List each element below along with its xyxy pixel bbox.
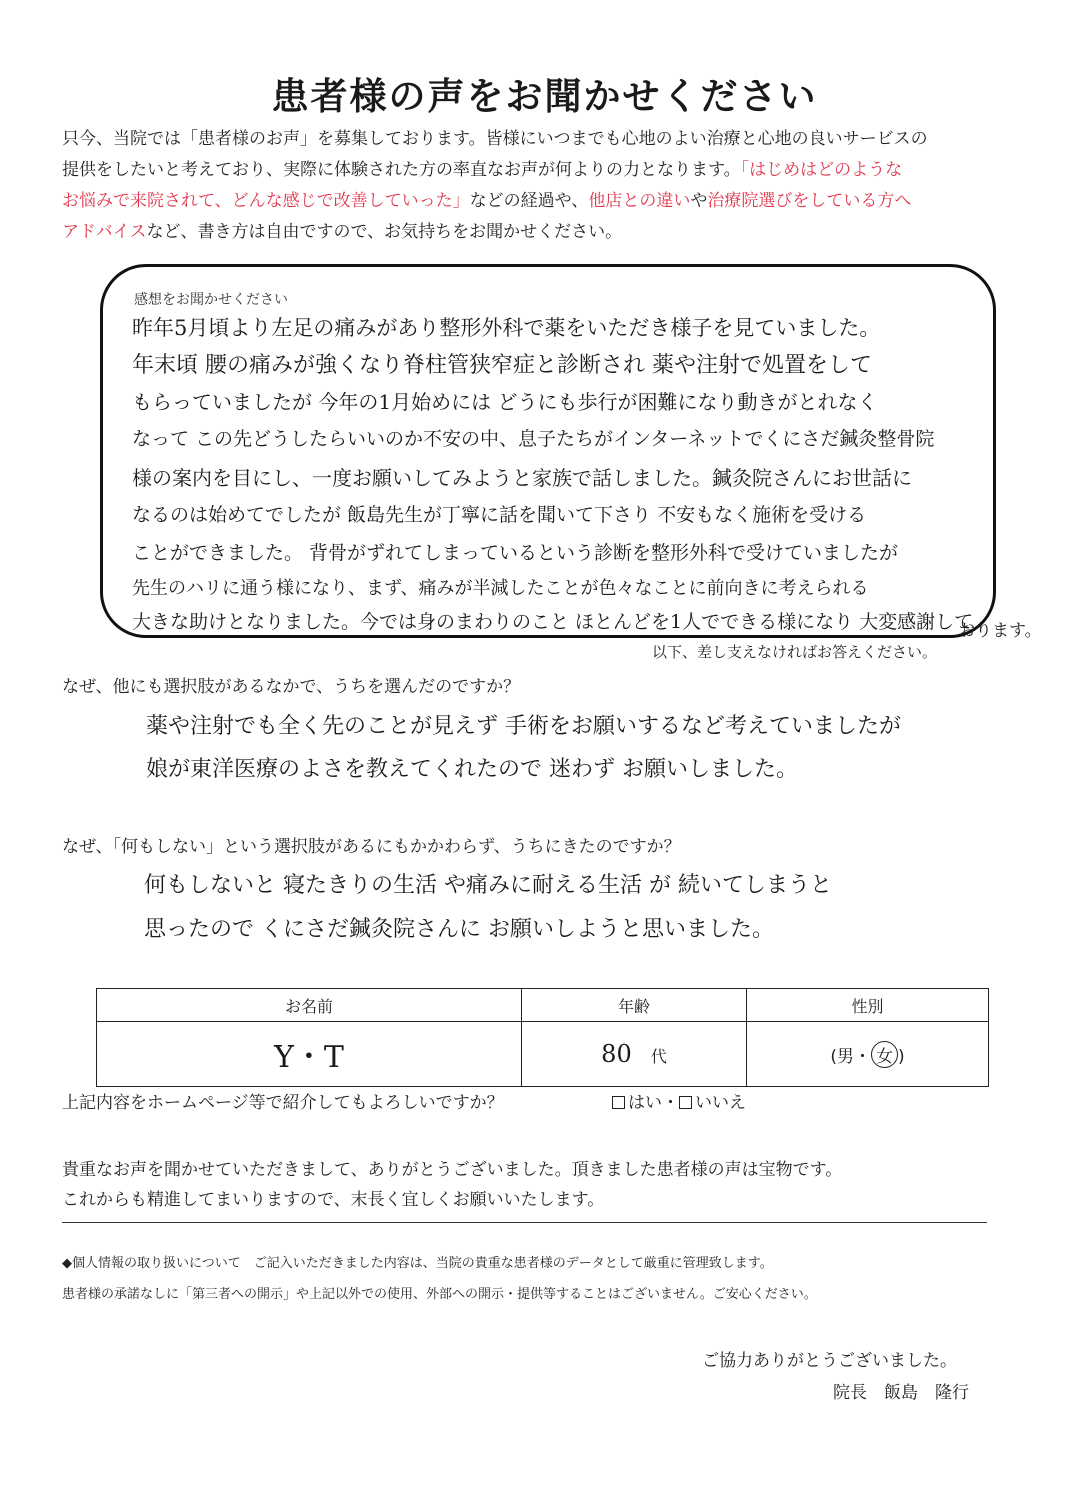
name-cell — [97, 1022, 522, 1087]
intro-line-4: アドバイスなど、書き方は自由ですので、お気持ちをお聞かせください。 — [62, 222, 623, 242]
thanks-line-2: これからも精進してまいりますので、末長く宜しくお願いいたします。 — [62, 1190, 605, 1210]
impression-line: ことができました。 背骨がずれてしまっているという診断を整形外科で受けていましたが — [132, 542, 899, 564]
thanks-line-1: 貴重なお声を聞かせていただきまして、ありがとうございました。頂きました患者様の声は宝物です。 — [62, 1160, 843, 1180]
impression-line: なるのは始めてでしたが 飯島先生が丁寧に話を聞いて下さり 不安もなく施術を受ける — [132, 504, 867, 526]
optional-note: 以下、差し支えなければお答えください。 — [652, 643, 938, 661]
gender-selected: 女 — [871, 1041, 898, 1068]
impression-line: 先生のハリに通う様になり、まず、痛みが半減したことが色々なことに前向きに考えられる — [132, 578, 869, 599]
signature: 院長 飯島 隆行 — [833, 1383, 969, 1403]
respondent-info-table — [96, 988, 989, 1087]
impression-line: 様の案内を目にし、一度お願いしてみようと家族で話しました。鍼灸院さんにお世話に — [132, 466, 912, 490]
age-header: 年齢 — [522, 989, 747, 1022]
age-cell — [522, 1022, 747, 1087]
impression-line: 大きな助けとなりました。今では身のまわりのこと ほとんどを1人でできる様になり 大変感謝して — [132, 611, 974, 633]
consent-options — [612, 1088, 746, 1113]
impression-line: 昨年5月頃より左足の痛みがあり整形外科で薬をいただき様子を見ていました。 — [132, 316, 881, 340]
privacy-line-2: 患者様の承諾なしに「第三者への開示」や上記以外での使用、外部への開示・提供等することはございません。ご安心ください。 — [62, 1287, 817, 1302]
gender-close: ) — [898, 1046, 905, 1067]
gender-open: (男・ — [830, 1046, 871, 1067]
consent-yes-checkbox[interactable] — [612, 1096, 625, 1109]
consent-no-label: いいえ — [695, 1093, 746, 1113]
page-title: 患者様の声をお聞かせください — [271, 75, 818, 118]
age-suffix: 代 — [650, 1047, 667, 1066]
answer-2-line: 思ったので くにさだ鍼灸院さんに お願いしようと思いました。 — [144, 917, 774, 942]
gender-header: 性別 — [747, 989, 989, 1022]
consent-no-checkbox[interactable] — [679, 1096, 692, 1109]
divider — [62, 1222, 987, 1223]
gender-cell — [747, 1022, 989, 1087]
name-header: お名前 — [97, 989, 522, 1022]
age-value: 80 — [601, 1040, 632, 1068]
impression-line: 年末頃 腰の痛みが強くなり脊柱管狭窄症と診断され 薬や注射で処置をして — [132, 353, 872, 378]
impression-line: もらっていましたが 今年の1月始めには どうにも歩行が困難になり動きがとれなく — [132, 390, 878, 414]
closing-thanks: ご協力ありがとうございました。 — [702, 1351, 957, 1371]
impression-label: 感想をお聞かせください — [134, 292, 288, 308]
intro-text — [62, 124, 1042, 248]
consent-yes-label: はい — [628, 1093, 662, 1113]
answer-1-line: 娘が東洋医療のよさを教えてくれたので 迷わず お願いしました。 — [146, 757, 798, 782]
intro-line-3: お悩みで来院されて、どんな感じで改善していった」などの経過や、他店との違いや治療院選びをしている方へ — [62, 191, 912, 211]
name-value: Y・T — [274, 1040, 344, 1075]
impression-overflow: おります。 — [958, 621, 1042, 641]
intro-line-1: 只今、当院では「患者様のお声」を募集しております。皆様にいつまでも心地のよい治療と心地の良いサービスの — [62, 129, 928, 149]
question-1: なぜ、他にも選択肢があるなかで、うちを選んだのですか？ — [62, 677, 521, 697]
answer-2-line: 何もしないと 寝たきりの生活 や痛みに耐える生活 が 続いてしまうと — [144, 873, 832, 898]
intro-line-2: 提供をしたいと考えており、実際に体験された方の率直なお声が何よりの力となります。「はじめはどのような — [62, 160, 903, 180]
consent-question: 上記内容をホームページ等で紹介してもよろしいですか？ — [62, 1093, 504, 1113]
privacy-line-1: ◆個人情報の取り扱いについて ご記入いただきました内容は、当院の貴重な患者様のデータとして厳重に管理致します。 — [62, 1256, 773, 1271]
impression-line: なって この先どうしたらいいのか不安の中、息子たちがインターネットでくにさだ鍼灸整骨院 — [132, 428, 935, 450]
consent-separator: ・ — [662, 1093, 679, 1113]
question-2: なぜ、「何もしない」という選択肢があるにもかかわらず、うちにきたのですか？ — [62, 837, 681, 857]
answer-1-line: 薬や注射でも全く先のことが見えず 手術をお願いするなど考えていましたが — [146, 714, 901, 739]
